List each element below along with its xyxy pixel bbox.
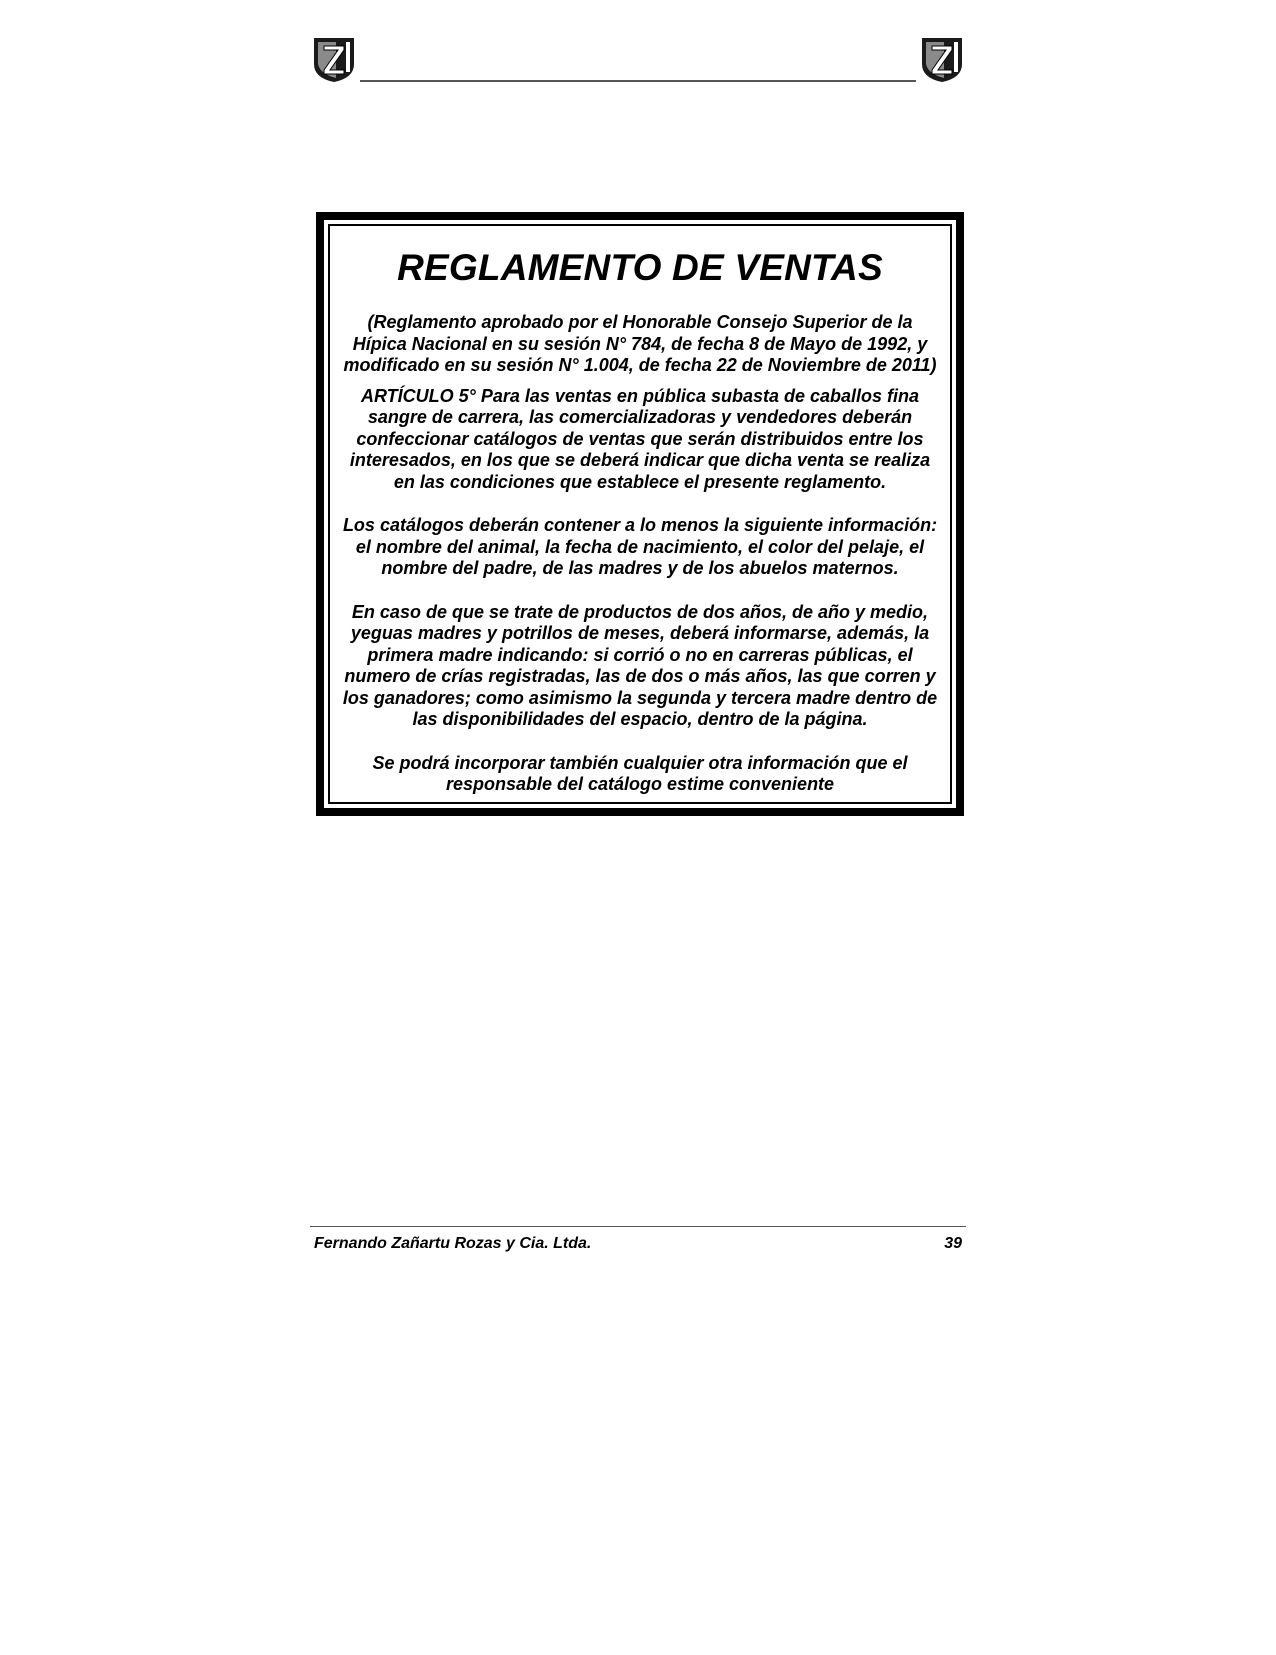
page-header [310, 34, 966, 84]
products-paragraph: En caso de que se trate de productos de dos años, de año y medio, yeguas madres y potrillos de meses, deberá informarse, además, la primera madre indicando: si corrió o no en carreras públicas, el numero de crías registradas, las de dos o más años, las que corren y los ganadores; como asimismo la segunda y tercera madre dentro de las disponibilidades del espacio, dentro de la página. [342, 601, 938, 729]
catalog-info-paragraph: Los catálogos deberán contener a lo menos la siguiente información: el nombre del animal, la fecha de nacimiento, el color del pelaje, el nombre del padre, de las madres y de los abuelos maternos. [342, 515, 938, 578]
page-footer [310, 1226, 966, 1257]
shield-z-logo-icon [310, 34, 358, 84]
header-rule [360, 80, 916, 82]
regulation-subtitle: (Reglamento aprobado por el Honorable Consejo Superior de la Hípica Nacional en su sesión N° 784, de fecha 8 de Mayo de 1992, y modificado en su sesión N° 1.004, de fecha 22 de Noviembre de 2011) [343, 312, 937, 375]
page-title: REGLAMENTO DE VENTAS [397, 247, 883, 288]
additional-info-paragraph: Se podrá incorporar también cualquier otra información que el responsable del catálogo estime conveniente [372, 752, 908, 794]
regulation-content [338, 234, 942, 794]
page-number: 39 [944, 1235, 962, 1252]
article-paragraph: ARTÍCULO 5° Para las ventas en pública subasta de caballos fina sangre de carrera, las comercializadoras y vendedores deberán confeccionar catálogos de ventas que serán distribuidos entre los interesados, en los que se deberá indicar que dicha venta se realiza en las condiciones que establece el presente reglamento. [349, 385, 931, 492]
regulation-box [316, 212, 964, 816]
footer-company: Fernando Zañartu Rozas y Cia. Ltda. [314, 1235, 592, 1252]
shield-z-logo-icon [918, 34, 966, 84]
